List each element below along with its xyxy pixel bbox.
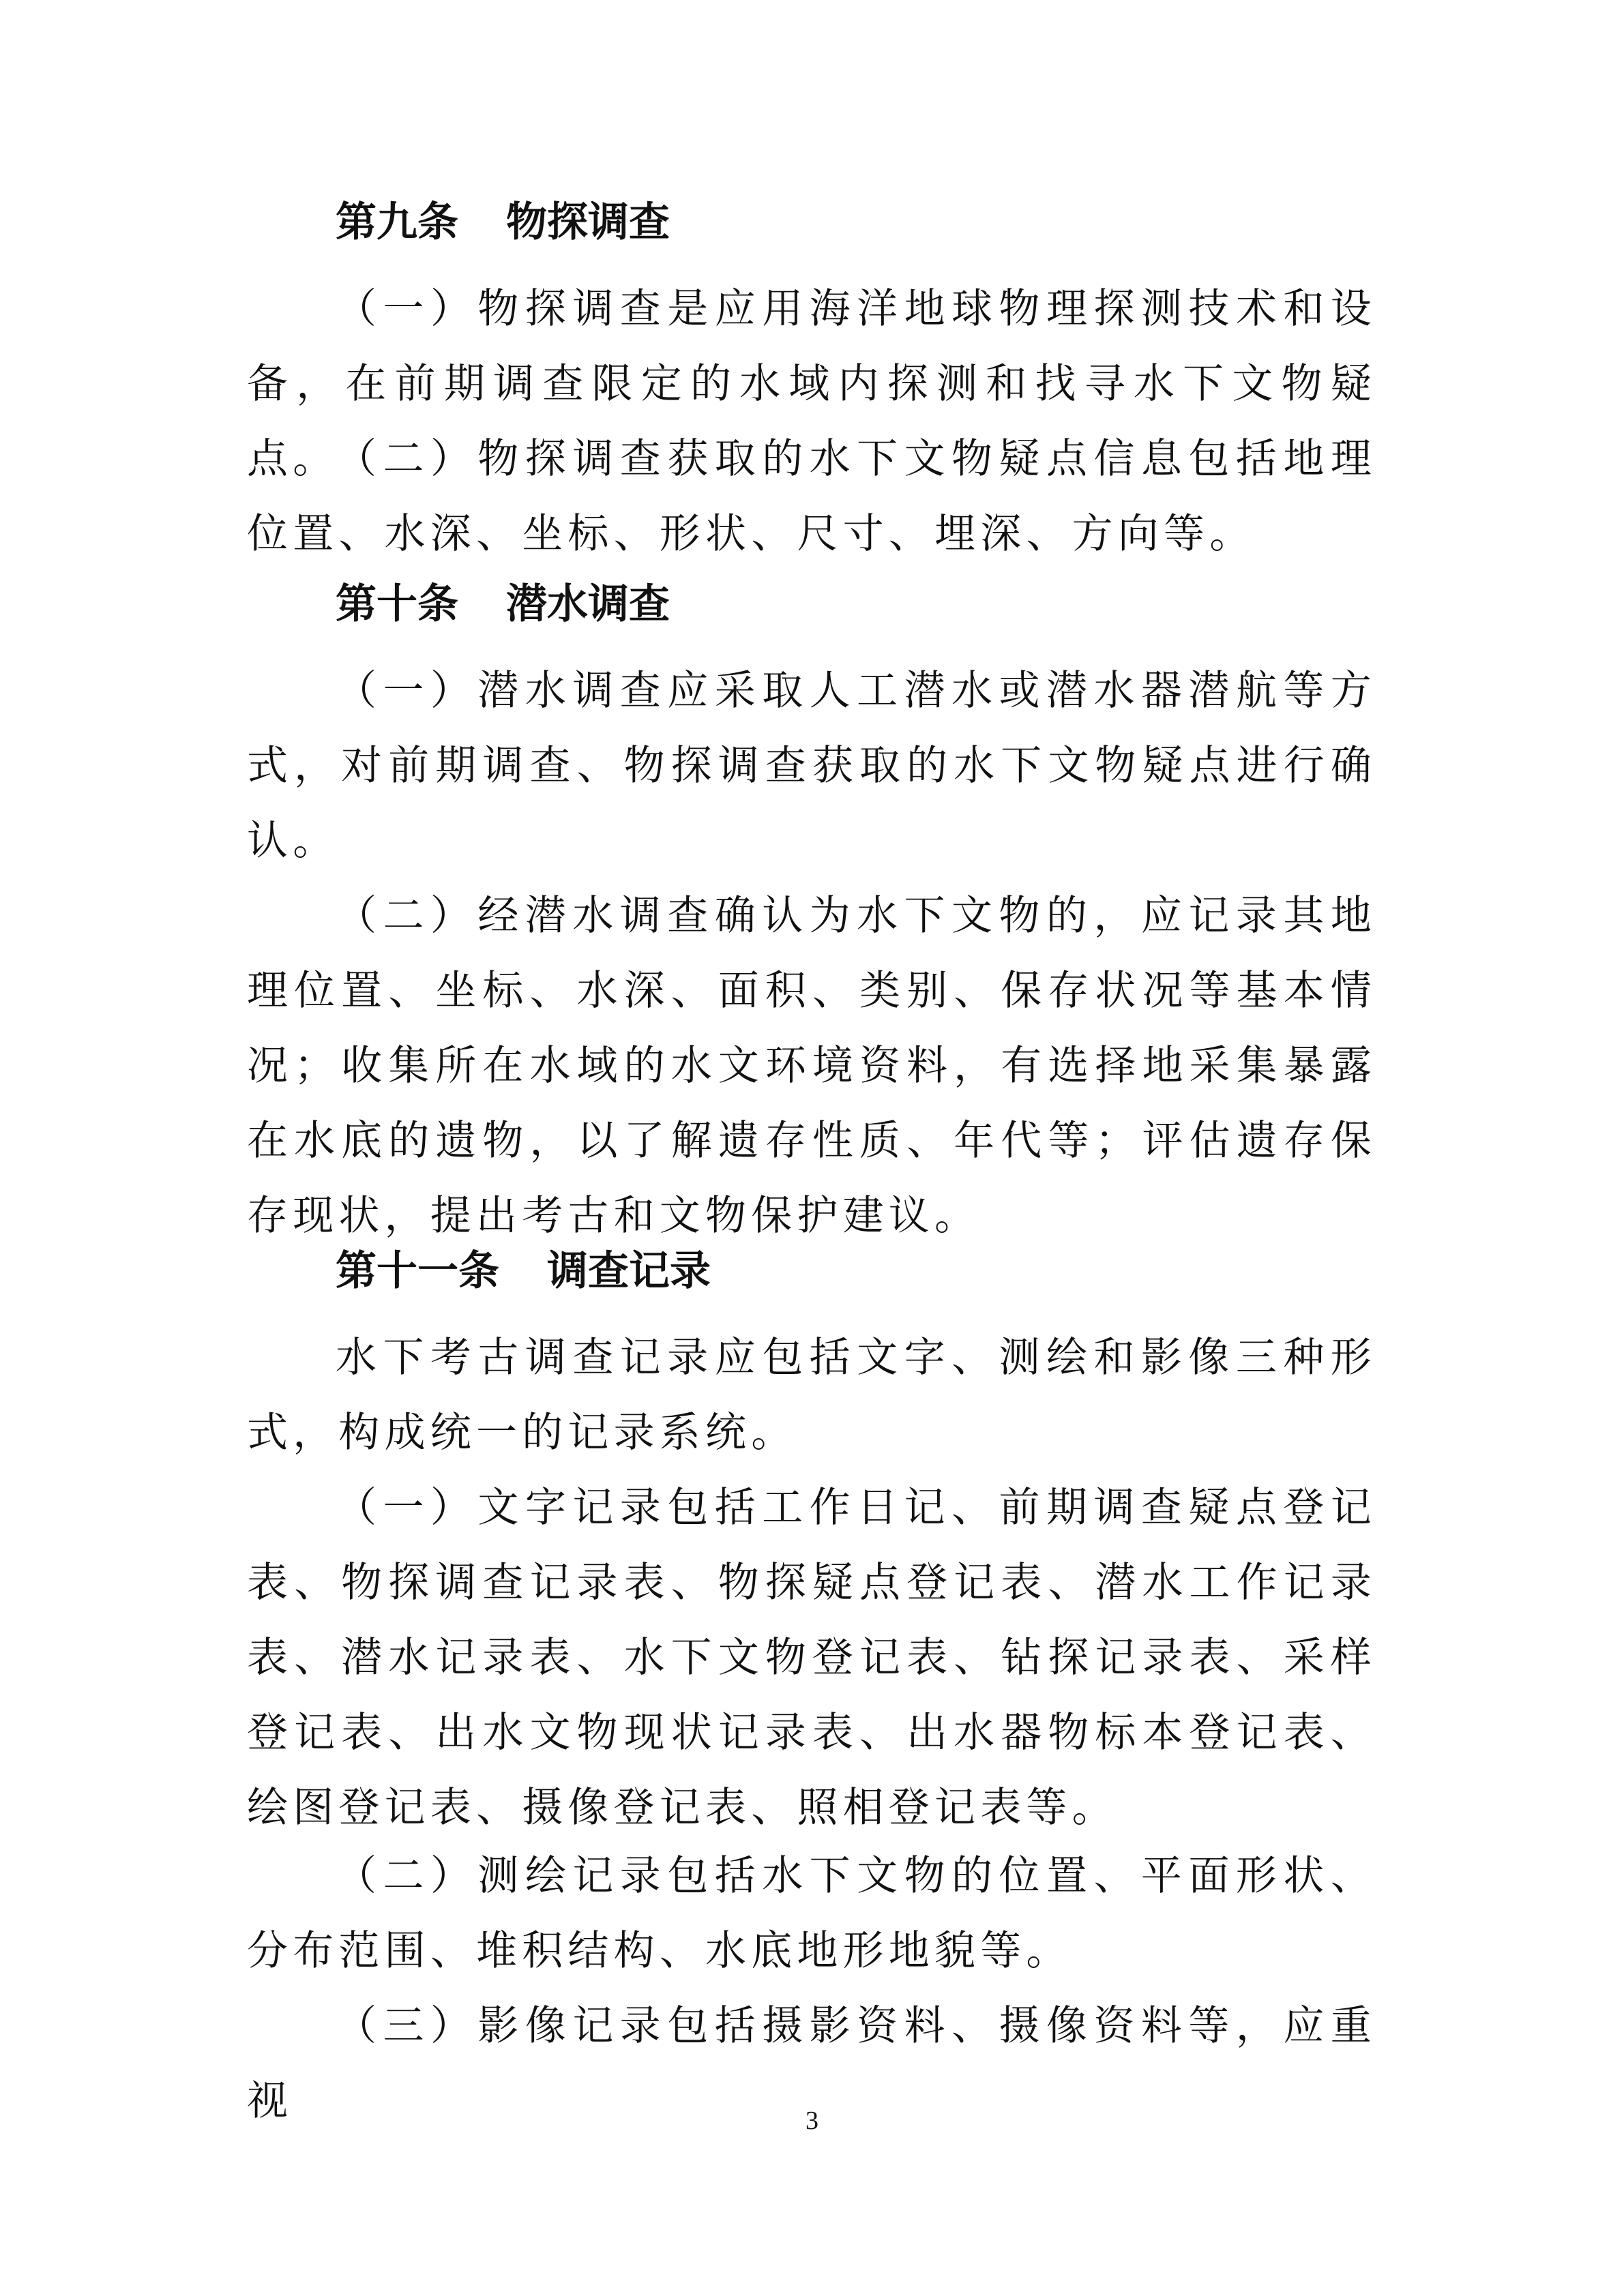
paragraph: （二）测绘记录包括水下文物的位置、平面形状、分布范围、堆积结构、水底地形地貌等。	[247, 1852, 1376, 1975]
article-title: 潜水调查	[506, 580, 670, 628]
article-heading-10	[336, 580, 670, 629]
paragraph: （一）物探调查是应用海洋地球物理探测技术和设备，在前期调查限定的水域内探测和找寻水下文物疑点。	[247, 285, 1376, 483]
article-title: 调查记录	[547, 1247, 711, 1295]
article-heading-9	[336, 198, 670, 247]
article-number: 第十条	[336, 580, 458, 628]
paragraph: （二）物探调查获取的水下文物疑点信息包括地理位置、水深、坐标、形状、尺寸、埋深、方向等。	[247, 435, 1376, 558]
article-heading-11	[336, 1247, 711, 1296]
article-number: 第十一条	[336, 1247, 499, 1295]
paragraph: （一）文字记录包括工作日记、前期调查疑点登记表、物探调查记录表、物探疑点登记表、潜水工作记录表、潜水记录表、水下文物登记表、钻探记录表、采样登记表、出水文物现状记录表、出水器物标本登记表、绘图登记表、摄像登记表、照相登记表等。	[247, 1484, 1376, 1832]
paragraph: （三）影像记录包括摄影资料、摄像资料等，应重视	[247, 2002, 1376, 2125]
article-title: 物探调查	[506, 198, 670, 246]
paragraph: 水下考古调查记录应包括文字、测绘和影像三种形式，构成统一的记录系统。	[247, 1334, 1376, 1457]
paragraph: （二）经潜水调查确认为水下文物的，应记录其地理位置、坐标、水深、面积、类别、保存状况等基本情况；收集所在水域的水文环境资料，有选择地采集暴露在水底的遗物，以了解遗存性质、年代等；评估遗存保存现状，提出考古和文物保护建议。	[247, 892, 1376, 1240]
page-number: 3	[806, 2106, 818, 2135]
article-number: 第九条	[336, 198, 458, 246]
paragraph: （一）潜水调查应采取人工潜水或潜水器潜航等方式，对前期调查、物探调查获取的水下文物疑点进行确认。	[247, 667, 1376, 865]
